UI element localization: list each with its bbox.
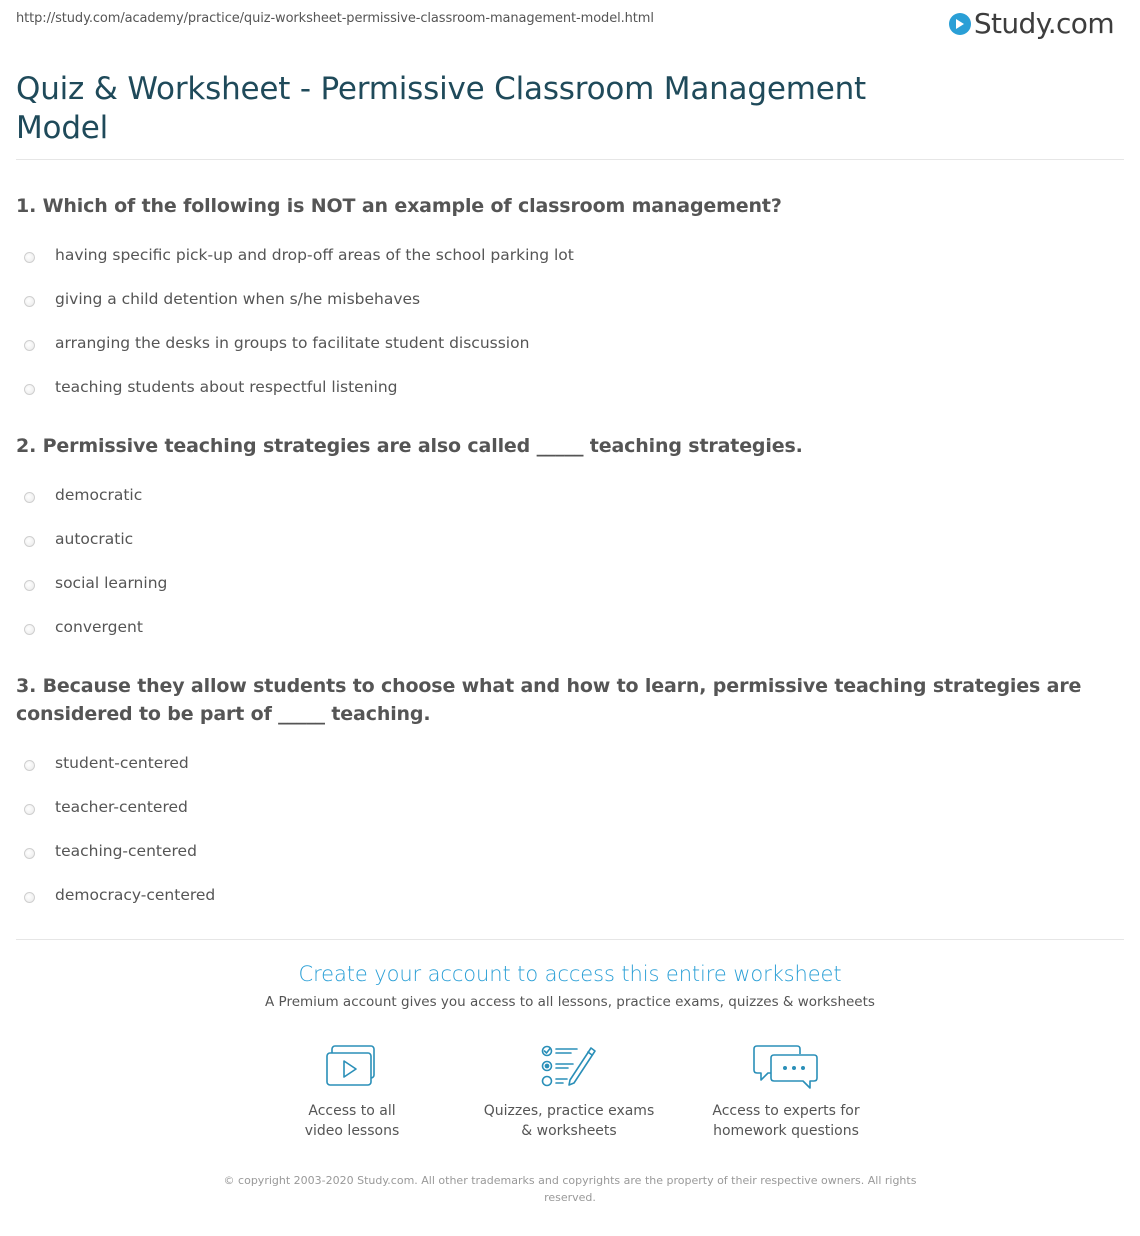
feature-label [469,1101,669,1141]
radio-button[interactable] [24,580,35,591]
feature-label-line: Access to experts for [712,1103,860,1119]
question-text: 3. Because they allow students to choose what and how to learn, permissive teaching strategies are considered to be part of _____ teaching. [16,675,1082,725]
page-url[interactable]: http://study.com/academy/practice/quiz-worksheet-permissive-classroom-management-model.html [16,11,654,26]
feature-experts [686,1044,886,1141]
option-label: teaching students about respectful listening [55,378,398,396]
play-circle-icon [949,13,971,35]
page-title: Quiz & Worksheet - Permissive Classroom Management Model [16,71,866,146]
answer-option[interactable] [16,743,1116,787]
answer-option[interactable] [16,875,1116,919]
signup-cta [0,962,1140,1010]
radio-button[interactable] [24,296,35,307]
option-label: autocratic [55,530,134,548]
option-label: convergent [55,618,143,636]
radio-button[interactable] [24,536,35,547]
option-label: student-centered [55,754,189,772]
option-label: democratic [55,486,143,504]
copyright-notice: © copyright 2003-2020 Study.com. All other trademarks and copyrights are the property of their respective owners. All rights reserved. [223,1174,917,1204]
answer-options [16,475,1116,651]
radio-button[interactable] [24,340,35,351]
question-3 [16,672,1116,919]
study-logo[interactable] [949,8,1114,40]
feature-label [686,1101,886,1141]
video-lessons-icon [252,1044,452,1094]
cta-subtitle: A Premium account gives you access to all lessons, practice exams, quizzes & worksheets [265,994,875,1010]
answer-option[interactable] [16,563,1116,607]
question-text: 1. Which of the following is NOT an example of classroom management? [16,195,782,217]
top-bar [0,0,1140,48]
radio-button[interactable] [24,848,35,859]
chat-bubbles-icon [686,1044,886,1094]
answer-option[interactable] [16,787,1116,831]
feature-label [252,1101,452,1141]
radio-button[interactable] [24,492,35,503]
answer-option[interactable] [16,831,1116,875]
option-label: democracy-centered [55,886,216,904]
answer-option[interactable] [16,607,1116,651]
option-label: teacher-centered [55,798,188,816]
feature-label-line: & worksheets [521,1123,617,1139]
feature-quizzes [469,1044,669,1141]
question-2 [16,432,1116,651]
feature-label-line: Access to all [308,1103,396,1119]
answer-options [16,235,1116,411]
radio-button[interactable] [24,252,35,263]
radio-button[interactable] [24,760,35,771]
answer-option[interactable] [16,279,1116,323]
answer-option[interactable] [16,235,1116,279]
feature-label-line: video lessons [304,1123,400,1139]
answer-option[interactable] [16,475,1116,519]
option-label: having specific pick-up and drop-off areas of the school parking lot [55,246,574,264]
option-label: giving a child detention when s/he misbehaves [55,290,421,308]
radio-button[interactable] [24,384,35,395]
divider [16,159,1124,160]
option-label: social learning [55,574,168,592]
radio-button[interactable] [24,804,35,815]
radio-button[interactable] [24,892,35,903]
answer-options [16,743,1116,919]
feature-label-line: homework questions [713,1123,859,1139]
question-text: 2. Permissive teaching strategies are also called _____ teaching strategies. [16,435,803,457]
question-1 [16,192,1116,411]
divider [16,939,1124,940]
feature-label-line: Quizzes, practice exams [483,1103,655,1119]
answer-option[interactable] [16,367,1116,411]
answer-option[interactable] [16,519,1116,563]
cta-link[interactable]: Create your account to access this entire worksheet [298,962,842,986]
radio-button[interactable] [24,624,35,635]
feature-video-lessons [252,1044,452,1141]
quiz-checklist-icon [469,1044,669,1094]
option-label: teaching-centered [55,842,197,860]
logo-text: Study.com [973,7,1114,40]
option-label: arranging the desks in groups to facilitate student discussion [55,334,530,352]
answer-option[interactable] [16,323,1116,367]
